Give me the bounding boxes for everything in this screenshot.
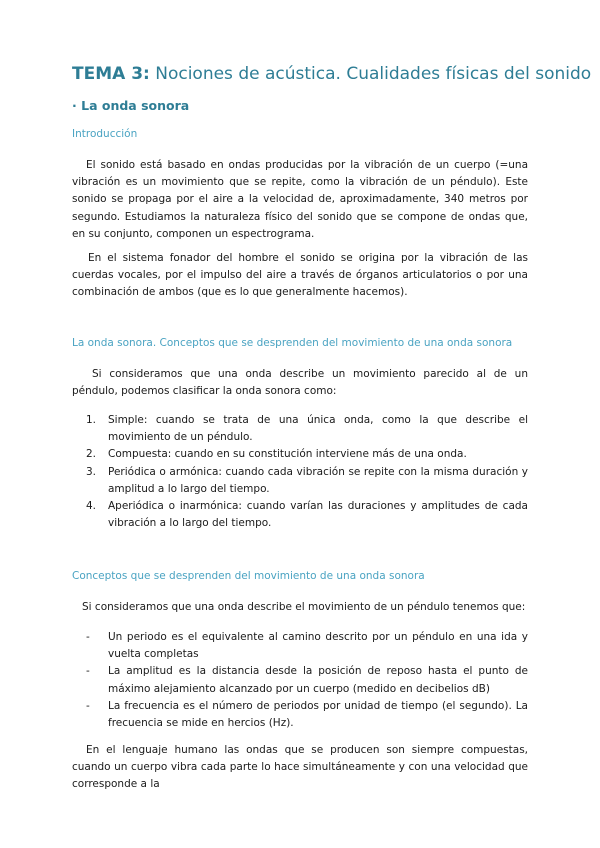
list-marker: 3. — [86, 465, 97, 478]
list-marker: 1. — [86, 414, 97, 426]
title-lead: TEMA 3: — [72, 64, 150, 84]
list-marker: 2. — [86, 448, 97, 461]
list-item-text: La amplitud es la distancia desde la posición de reposo hasta el punto de máximo alejamiento alcanzado por un cuerpo (medido en decibelios dB) — [108, 665, 528, 695]
concepts-heading-1: La onda sonora. Conceptos que se desprenden del movimiento de una onda sonora — [72, 337, 513, 349]
list-item-text: Aperiódica o inarmónica: cuando varían las duraciones y amplitudes de cada vibración a lo largo del tiempo. — [108, 500, 528, 530]
list-marker: - — [86, 699, 90, 712]
concepts-heading-2: Conceptos que se desprenden del movimiento de una onda sonora — [72, 570, 425, 582]
list-item — [72, 629, 528, 663]
list-marker: - — [86, 631, 90, 643]
closing-paragraph: En el lenguaje humano las ondas que se producen son siempre compuestas, cuando un cuerpo vibra cada parte lo hace simultáneamente y con una velocidad que corresponde a la — [72, 744, 528, 791]
list-item-text: Compuesta: cuando en su constitución interviene más de una onda. — [108, 448, 467, 461]
list-item — [72, 464, 528, 498]
list-item-text: Periódica o armónica: cuando cada vibración se repite con la misma duración y amplitud a lo largo del tiempo. — [108, 465, 528, 495]
page-title — [72, 64, 591, 84]
list-item — [72, 698, 528, 732]
pendulum-concepts-list — [72, 629, 528, 732]
list-marker: 4. — [86, 500, 97, 513]
list-item-text: Simple: cuando se trata de una única onda, como la que describe el movimiento de un péndulo. — [108, 414, 528, 444]
concepts-paragraph-2: Si consideramos que una onda describe el movimiento de un péndulo tenemos que: — [82, 601, 526, 613]
list-item-text: Un periodo es el equivalente al camino descrito por un péndulo en una ida y vuelta completas — [108, 631, 528, 661]
intro-heading: Introducción — [72, 128, 138, 140]
list-item — [72, 412, 528, 446]
list-item-text: La frecuencia es el número de periodos por unidad de tiempo (el segundo). La frecuencia se mide en hercios (Hz). — [108, 699, 528, 730]
intro-paragraph-2: En el sistema fonador del hombre el sonido se origina por la vibración de las cuerdas vocales, por el impulso del aire a través de órganos articulatorios o por una combinación de ambos (que es lo que generalmente hacemos). — [72, 252, 528, 299]
wave-type-list — [72, 412, 528, 532]
concepts-paragraph-1: Si consideramos que una onda describe un movimiento parecido al de un péndulo, podemos clasificar la onda sonora como: — [72, 368, 528, 398]
section-heading: · La onda sonora — [72, 98, 190, 113]
list-item — [72, 446, 528, 463]
list-marker: - — [86, 665, 90, 678]
list-item — [72, 663, 528, 697]
list-item — [72, 498, 528, 532]
title-rest: Nociones de acústica. Cualidades físicas del sonido — [149, 64, 592, 84]
intro-paragraph-1: El sonido está basado en ondas producidas por la vibración de un cuerpo (=una vibración es un movimiento que se repite, como la vibración de un péndulo). Este sonido se propaga por el aire a la velocidad de, aproximadamente, 340 metros por segundo. Estudiamos la naturaleza físico del sonido que se compone de ondas que, en su conjunto, componen un espectrograma. — [72, 159, 528, 240]
